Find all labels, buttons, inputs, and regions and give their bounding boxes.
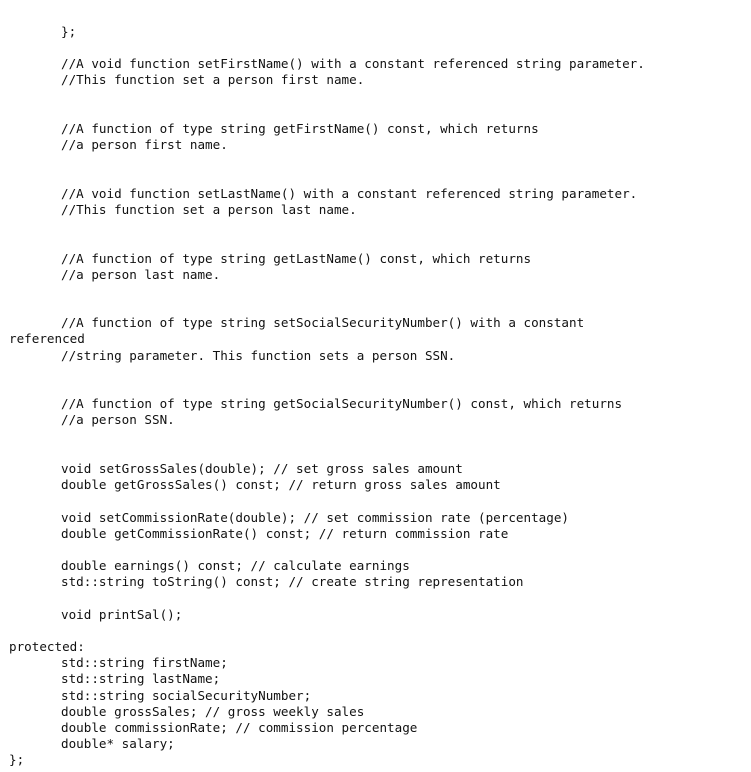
code-line: };: [61, 24, 77, 39]
code-line: //A function of type string getLastName() const, which returns: [61, 251, 532, 266]
code-line: //A void function setFirstName() with a constant referenced string parameter.: [61, 56, 645, 71]
code-line: std::string firstName;: [61, 655, 228, 670]
code-line: //a person last name.: [61, 267, 221, 282]
code-line: //string parameter. This function sets a person SSN.: [61, 348, 456, 363]
code-line: std::string toString() const; // create string representation: [61, 574, 524, 589]
code-line: double* salary;: [61, 736, 175, 751]
code-line: protected:: [9, 639, 85, 654]
code-line: void setGrossSales(double); // set gross sales amount: [61, 461, 463, 476]
code-line: //a person SSN.: [61, 412, 175, 427]
code-line: };: [9, 752, 25, 767]
code-line: double earnings() const; // calculate earnings: [61, 558, 410, 573]
code-line: //A void function setLastName() with a constant referenced string parameter.: [61, 186, 638, 201]
code-line: //A function of type string getFirstName() const, which returns: [61, 121, 539, 136]
code-line: std::string socialSecurityNumber;: [61, 688, 312, 703]
code-line: double commissionRate; // commission percentage: [61, 720, 418, 735]
code-line: void printSal();: [61, 607, 183, 622]
code-line: //A function of type string getSocialSecurityNumber() const, which returns: [61, 396, 623, 411]
code-line: double getCommissionRate() const; // return commission rate: [61, 526, 509, 541]
code-line: //A function of type string setSocialSecurityNumber() with a constant: [61, 315, 585, 330]
code-line: double grossSales; // gross weekly sales: [61, 704, 365, 719]
code-line: referenced: [9, 331, 85, 346]
code-line: void setCommissionRate(double); // set commission rate (percentage): [61, 510, 569, 525]
code-line: //This function set a person last name.: [61, 202, 357, 217]
code-line: //This function set a person first name.: [61, 72, 365, 87]
code-line: std::string lastName;: [61, 671, 221, 686]
code-line: double getGrossSales() const; // return gross sales amount: [61, 477, 501, 492]
code-line: //a person first name.: [61, 137, 228, 152]
